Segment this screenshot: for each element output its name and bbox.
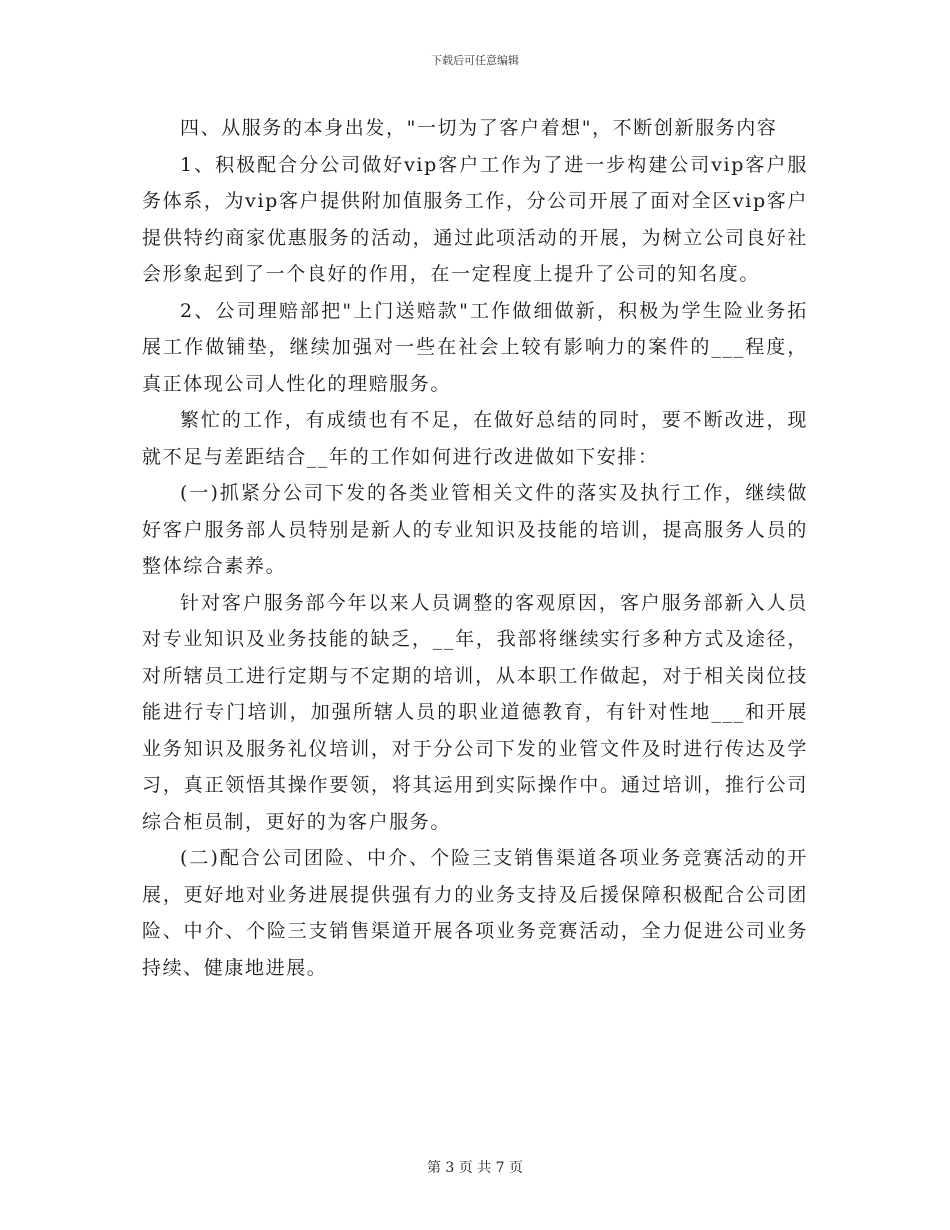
- paragraph-item-one: (一)抓紧分公司下发的各类业管相关文件的落实及执行工作，继续做好客户服务部人员特别是新人的专业知识及技能的培训，提高服务人员的整体综合素养。: [142, 482, 808, 577]
- document-body: [142, 110, 808, 986]
- paragraph-item-two: (二)配合公司团险、中介、个险三支销售渠道各项业务竞赛活动的开展，更好地对业务进展提供强有力的业务支持及后援保障积极配合公司团险、中介、个险三支销售渠道开展各项业务竞赛活动，全力促进公司业务持续、健康地进展。: [142, 847, 808, 979]
- paragraph-training: 针对客户服务部今年以来人员调整的客观原因，客户服务部新入人员对专业知识及业务技能的缺乏，__年，我部将继续实行多种方式及途径，对所辖员工进行定期与不定期的培训，从本职工作做起，对于相关岗位技能进行专门培训，加强所辖人员的职业道德教育，有针对性地___和开展业务知识及服务礼仪培训，对于分公司下发的业管文件及时进行传达及学习，真正领悟其操作要领，将其运用到实际操作中。通过培训，推行公司综合柜员制，更好的为客户服务。: [142, 591, 808, 833]
- page-number: 第 3 页 共 7 页: [426, 1160, 524, 1176]
- paragraph-vip-service: 1、积极配合分公司做好vip客户工作为了进一步构建公司vip客户服务体系，为vip客户提供附加值服务工作，分公司开展了面对全区vip客户提供特约商家优惠服务的活动，通过此项活动的开展，为树立公司良好社会形象起到了一个良好的作用，在一定程度上提升了公司的知名度。: [142, 153, 808, 285]
- header-note: 下载后可任意编辑: [431, 54, 519, 67]
- paragraph-claims: 2、公司理赔部把"上门送赔款"工作做细做新，积极为学生险业务拓展工作做铺垫，继续加强对一些在社会上较有影响力的案件的___程度，真正体现公司人性化的理赔服务。: [142, 299, 808, 395]
- paragraph-improvement-intro: 繁忙的工作，有成绩也有不足，在做好总结的同时，要不断改进，现就不足与差距结合__年的工作如何进行改进做如下安排：: [142, 409, 808, 468]
- paragraph-section-title: 四、从服务的本身出发，"一切为了客户着想"，不断创新服务内容: [180, 117, 778, 139]
